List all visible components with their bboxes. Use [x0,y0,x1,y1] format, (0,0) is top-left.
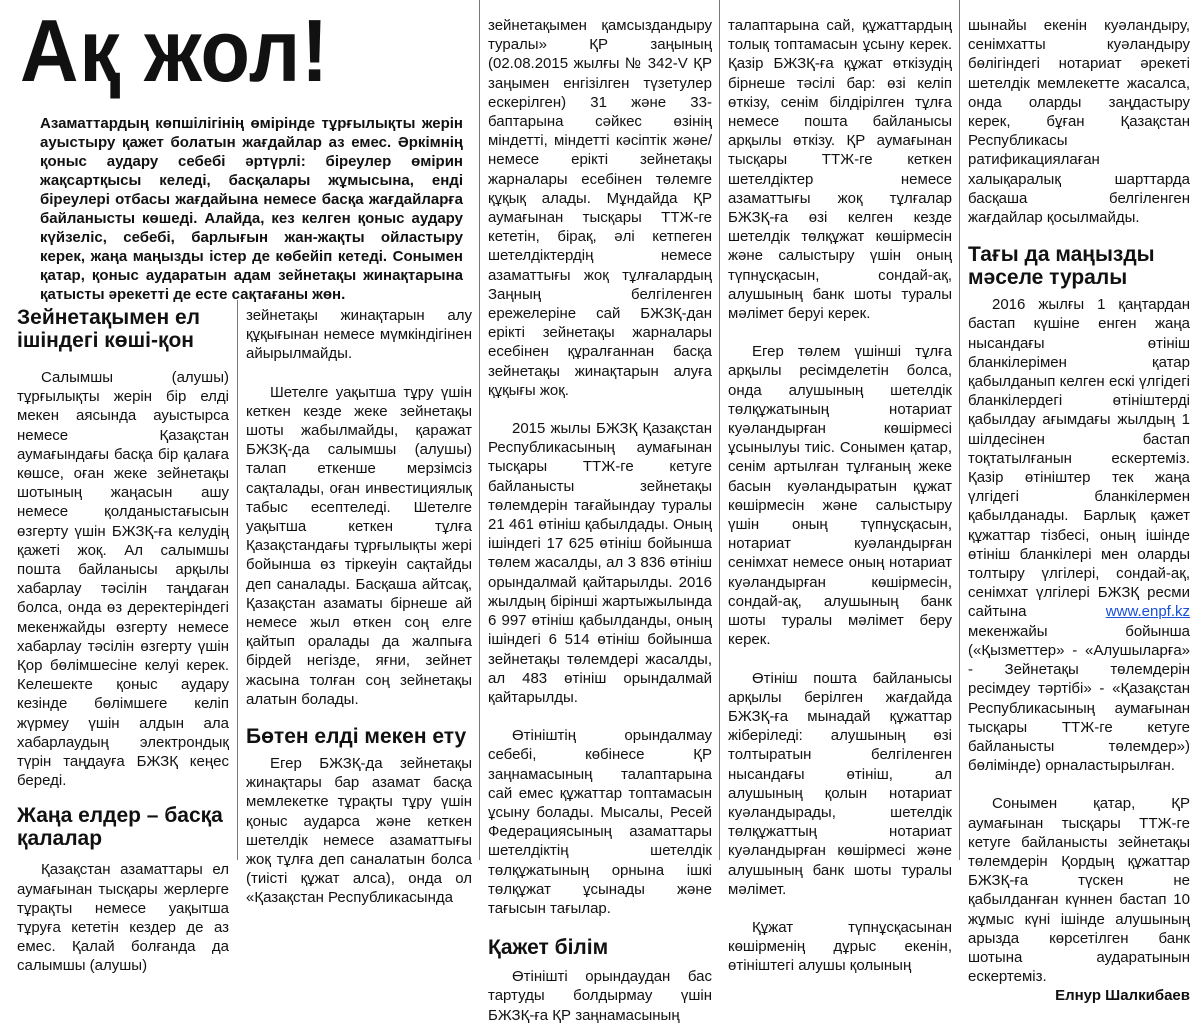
section-heading: Зейнетақымен ел ішіндегі көші-қон [17,306,200,352]
article-paragraph: Салымшы (алушы) тұрғылықты жерін бір елді мекен аясында ауыстырса немесе Қазақстан аумағындағы басқа бір қалаға көшсе, оған жеке зейнетақы шотының жаңасын ашу немесе қолданыстағысын өзгерту үшін БЖЗҚ-ға келудің қажеті жоқ. Ал салымшы пошта байланысы арқылы хабарлау тәсілін таңдаған болса, онда өз деректеріндегі мекенжайды өзгерту немесе хабарлау тәсілін өзгерту үшін Қор бөлімшесіне келуі керек. Келешекте қоныс аудару кезінде бөлімшеге келіп жүрмеу үшін алдын ала хабарлаудың электрондық түрін таңдауға БЖЗҚ кеңес береді. [17,369,229,790]
article-paragraph: талаптарына сай, құжаттардың толық топтамасын ұсыну керек. Қазір БЖЗҚ-ға құжат өткізудің бірнеше тәсілі бар: өзі келіп өткізу, сенім білдірілген тұлға немесе пошта байланысы арқылы өткізу. ҚР аумағынан тысқары ТТЖ-ге кеткен шетелдіктер немесе азаматтығы жоқ тұлғалар БЖЗҚ-ға өзі келген кезде шетелдік төлқұжат көшірмесін және салыстыру үшін оның түпнұсқасын, сондай-ақ, алушының банк шоты туралы мәлімет беруі керек. [728,17,952,323]
article-paragraph: Құжат түпнұсқасынан көшірменің дұрыс екенін, өтініштегі алушы қолының [728,918,952,975]
section-heading: Жаңа елдер – басқа қалалар [17,804,223,851]
column-1 [17,306,229,976]
article-paragraph: зейнетақымен қамсыздандыру туралы» ҚР заңының (02.08.2015 жылғы № 342-V ҚР заңымен енгізілген түзетулер ескерілген) 31 және 33-баптарына сәйкес өзінің міндетті, міндетті кәсіптік және/немесе ерікті зейнетақы жарналары есебінен төлемге құқық алады. Мұндайда ҚР аумағынан тысқары ТТЖ-ге кететін, бірақ, әлі кетпеген шетелдіктердің немесе азаматтығы жоқ тұлғалардың Заңның белгіленген ережелеріне сай БЖЗҚ-дан ерікті зейнетақы жарналары есебінен құралғаннан басқа зейнетақы жинақтарын алуға құқығы жоқ. [488,17,712,399]
article-text: 2016 жылғы 1 қаңтардан бастап күшіне енген жаңа нысандағы өтініш бланкілерімен қатар қабылданып келген ескі үлгідегі бланкілердегі өтініштерді қабылдау ағымдағы жылдың 1 шілдесінен бастап тоқтатылғанын ескертеміз. Қазір өтініштер тек жаңа үлгідегі бланкілермен қабылданады. Барлық қажет құжаттар тізбесі, оның ішінде өтініш бланкілері мен оларды толтыру үлгілері, сондай-ақ, сенімхат үлгілері БЖЗҚ ресми сайтына [968,296,1190,621]
column-divider [719,0,720,860]
article-paragraph: Егер төлем үшінші тұлға арқылы ресімделетін болса, онда алушының шетелдік төлқұжатының нотариат куәландырған көшірмесі ұсынылуы тиіс. Сонымен қатар, сенім артылған тұлғаның жеке басын куәландыратын құжат көшірмесін және салыстыру үшін оның түпнұсқасын, нотариат куәландырған сенімхат немесе оның нотариат куәландырған көшірмесін, сондай-ақ, алушының банк шоты туралы мәлімет беру керек. [728,343,952,649]
article-paragraph: 2015 жылы БЖЗҚ Қазақстан Республикасының аумағынан тысқары ТТЖ-ге кетуге байланысты зейнетақы төлемдерін тағайындау туралы 21 461 өтініш қабылдады. Оның ішіндегі 17 625 өтініш бойынша төлем жасалды, ал 3 836 өтініш орындалмай қайтарылды. 2016 жылдың бірінші жартыжылында 6 997 өтініш қабылданды, оның ішіндегі 6 514 өтініш бойынша зейнетақы төлемдері жасалды, ал 483 өтініш орындалмай қайтарылды. [488,420,712,706]
column-3 [488,16,712,1025]
author-signature: Елнур Шалкибаев [1055,987,1190,1005]
article-paragraph: Егер БЖЗҚ-да зейнетақы жинақтары бар азамат басқа мемлекетке тұрақты тұру үшін қоныс аударса және кеткен шетелдік немесе азаматтығы жоқ тұлға деп саналатын болса (тиісті құжат алса), онда ол «Қазақстан Республикасында [246,755,472,907]
article-paragraph: Өтінішті орындаудан бас тартуды болдырмау үшін БЖЗҚ-ға ҚР заңнамасының [488,968,712,1024]
article-paragraph: Сонымен қатар, ҚР аумағынан тысқары ТТЖ-ге кетуге байланысты зейнетақы төлемдерін Қордың құжаттар БЖЗҚ-ға түскен не қабылданған күннен бастап 10 жұмыс күні ішінде алушының арызда көрсетілген банк шотына аударатынын ескертеміз. [968,795,1190,986]
article-paragraph: Өтініш пошта байланысы арқылы берілген жағдайда БЖЗҚ-ға мынадай құжаттар жіберіледі: алушының өзі толтыратын белгіленген нысандағы өтініш, ал алушының қолын нотариат куәландырады, шетелдік төлқұжаттың нотариат куәландырған көшірмесі және алушының банк шоты туралы мәлімет. [728,669,952,898]
column-divider [237,300,238,860]
article-paragraph: зейнетақы жинақтарын алу құқығынан немесе мүмкіндігінен айырылмайды. [246,307,472,363]
headline: Ақ жол! [20,1,330,100]
article-paragraph: Қазақстан азаматтары ел аумағынан тысқары жерлерге тұрақты немесе уақытша тұруға кететін кездер де аз емес. Қалай болғанда да салымшы (алушы) [17,861,229,975]
section-heading: Тағы да маңызды мәселе туралы [968,243,1155,290]
website-link[interactable]: www.enpf.kz [1105,603,1190,621]
article-paragraph: Өтініштің орындалмау себебі, көбінесе ҚР заңнамасының талаптарына сай емес құжаттар топтамасын ұсыну болады. Мысалы, Ресей Федерациясының азаматтары шетелдіктің шетелдік төлқұжатының орнына ішкі төлқұжат ұсынады және тағысын тағылар. [488,727,712,917]
article-text: мекенжайы бойынша («Қызметтер» - «Алушыларға» - Зейнетақы төлемдерін ресімдеу тәртібі» - «Қазақстан Республикасының аумағынан тысқары ТТЖ-ге кетуге байланысты төлемдер») бөлімінде) орналастырылған. [968,622,1190,775]
column-2 [246,306,472,908]
section-heading: Бөтен елді мекен ету [246,725,467,749]
column-divider [959,0,960,860]
column-4 [728,16,952,976]
lead-paragraph: Азаматтардың көпшілігінің өмірінде тұрғылықты жерін ауыстыру қажет болатын жағдайлар аз емес. Әркімнің қоныс аудару себебі әртүрлі: біреулер өмірин жақсартқысы келеді, басқалары жұмысына, енді біреулері отбасы жағдайына немесе басқа жағдайларға байланысты көшеді. Алайда, кез келген қоныс аудару күйзеліс, себебі, барлығын жан-жақты ойластыру керек, жаңа маңызды істер де көбейіп кетеді. Сонымен қатар, қоныс аударатын адам зейнетақы жинақтарына қатысты әрекетті де есте сақтағаны жөн. [40,115,463,303]
column-divider [479,0,480,860]
article-paragraph: Шетелге уақытша тұру үшін кеткен кезде жеке зейнетақы шоты жабылмайды, қаражат БЖЗҚ-да салымшы (алушы) талап еткенше мерзімсіз сақталады, оған инвестициялық табыс есептеледі. Шетелге уақытша кеткен тұлға Қазақстандағы тұрғылықты жері бойынша өз тіркеуін сақтайды деп саналады. Басқаша айтсақ, Қазақстан азаматы бірнеше ай немесе жыл өткен соң елге қайтып оралады да жалпыға бірдей негізде, яғни, зейнет жасына толған соң зейнетақы алатын болады. [246,383,472,708]
column-5 [968,16,1190,1006]
article-paragraph: шынайы екенін куәландыру, сенімхатты куәландыру бөлігіндегі нотариат әрекеті шетелдік мемлекетте жасалса, онда оларды заңдастыру керек, бұған Қазақстан Республикасы ратификациялаған халықаралық шарттарда басқаша белгіленген жағдайлар қосылмайды. [968,17,1190,227]
article-paragraph [968,295,1190,775]
section-heading: Қажет білім [488,936,609,960]
